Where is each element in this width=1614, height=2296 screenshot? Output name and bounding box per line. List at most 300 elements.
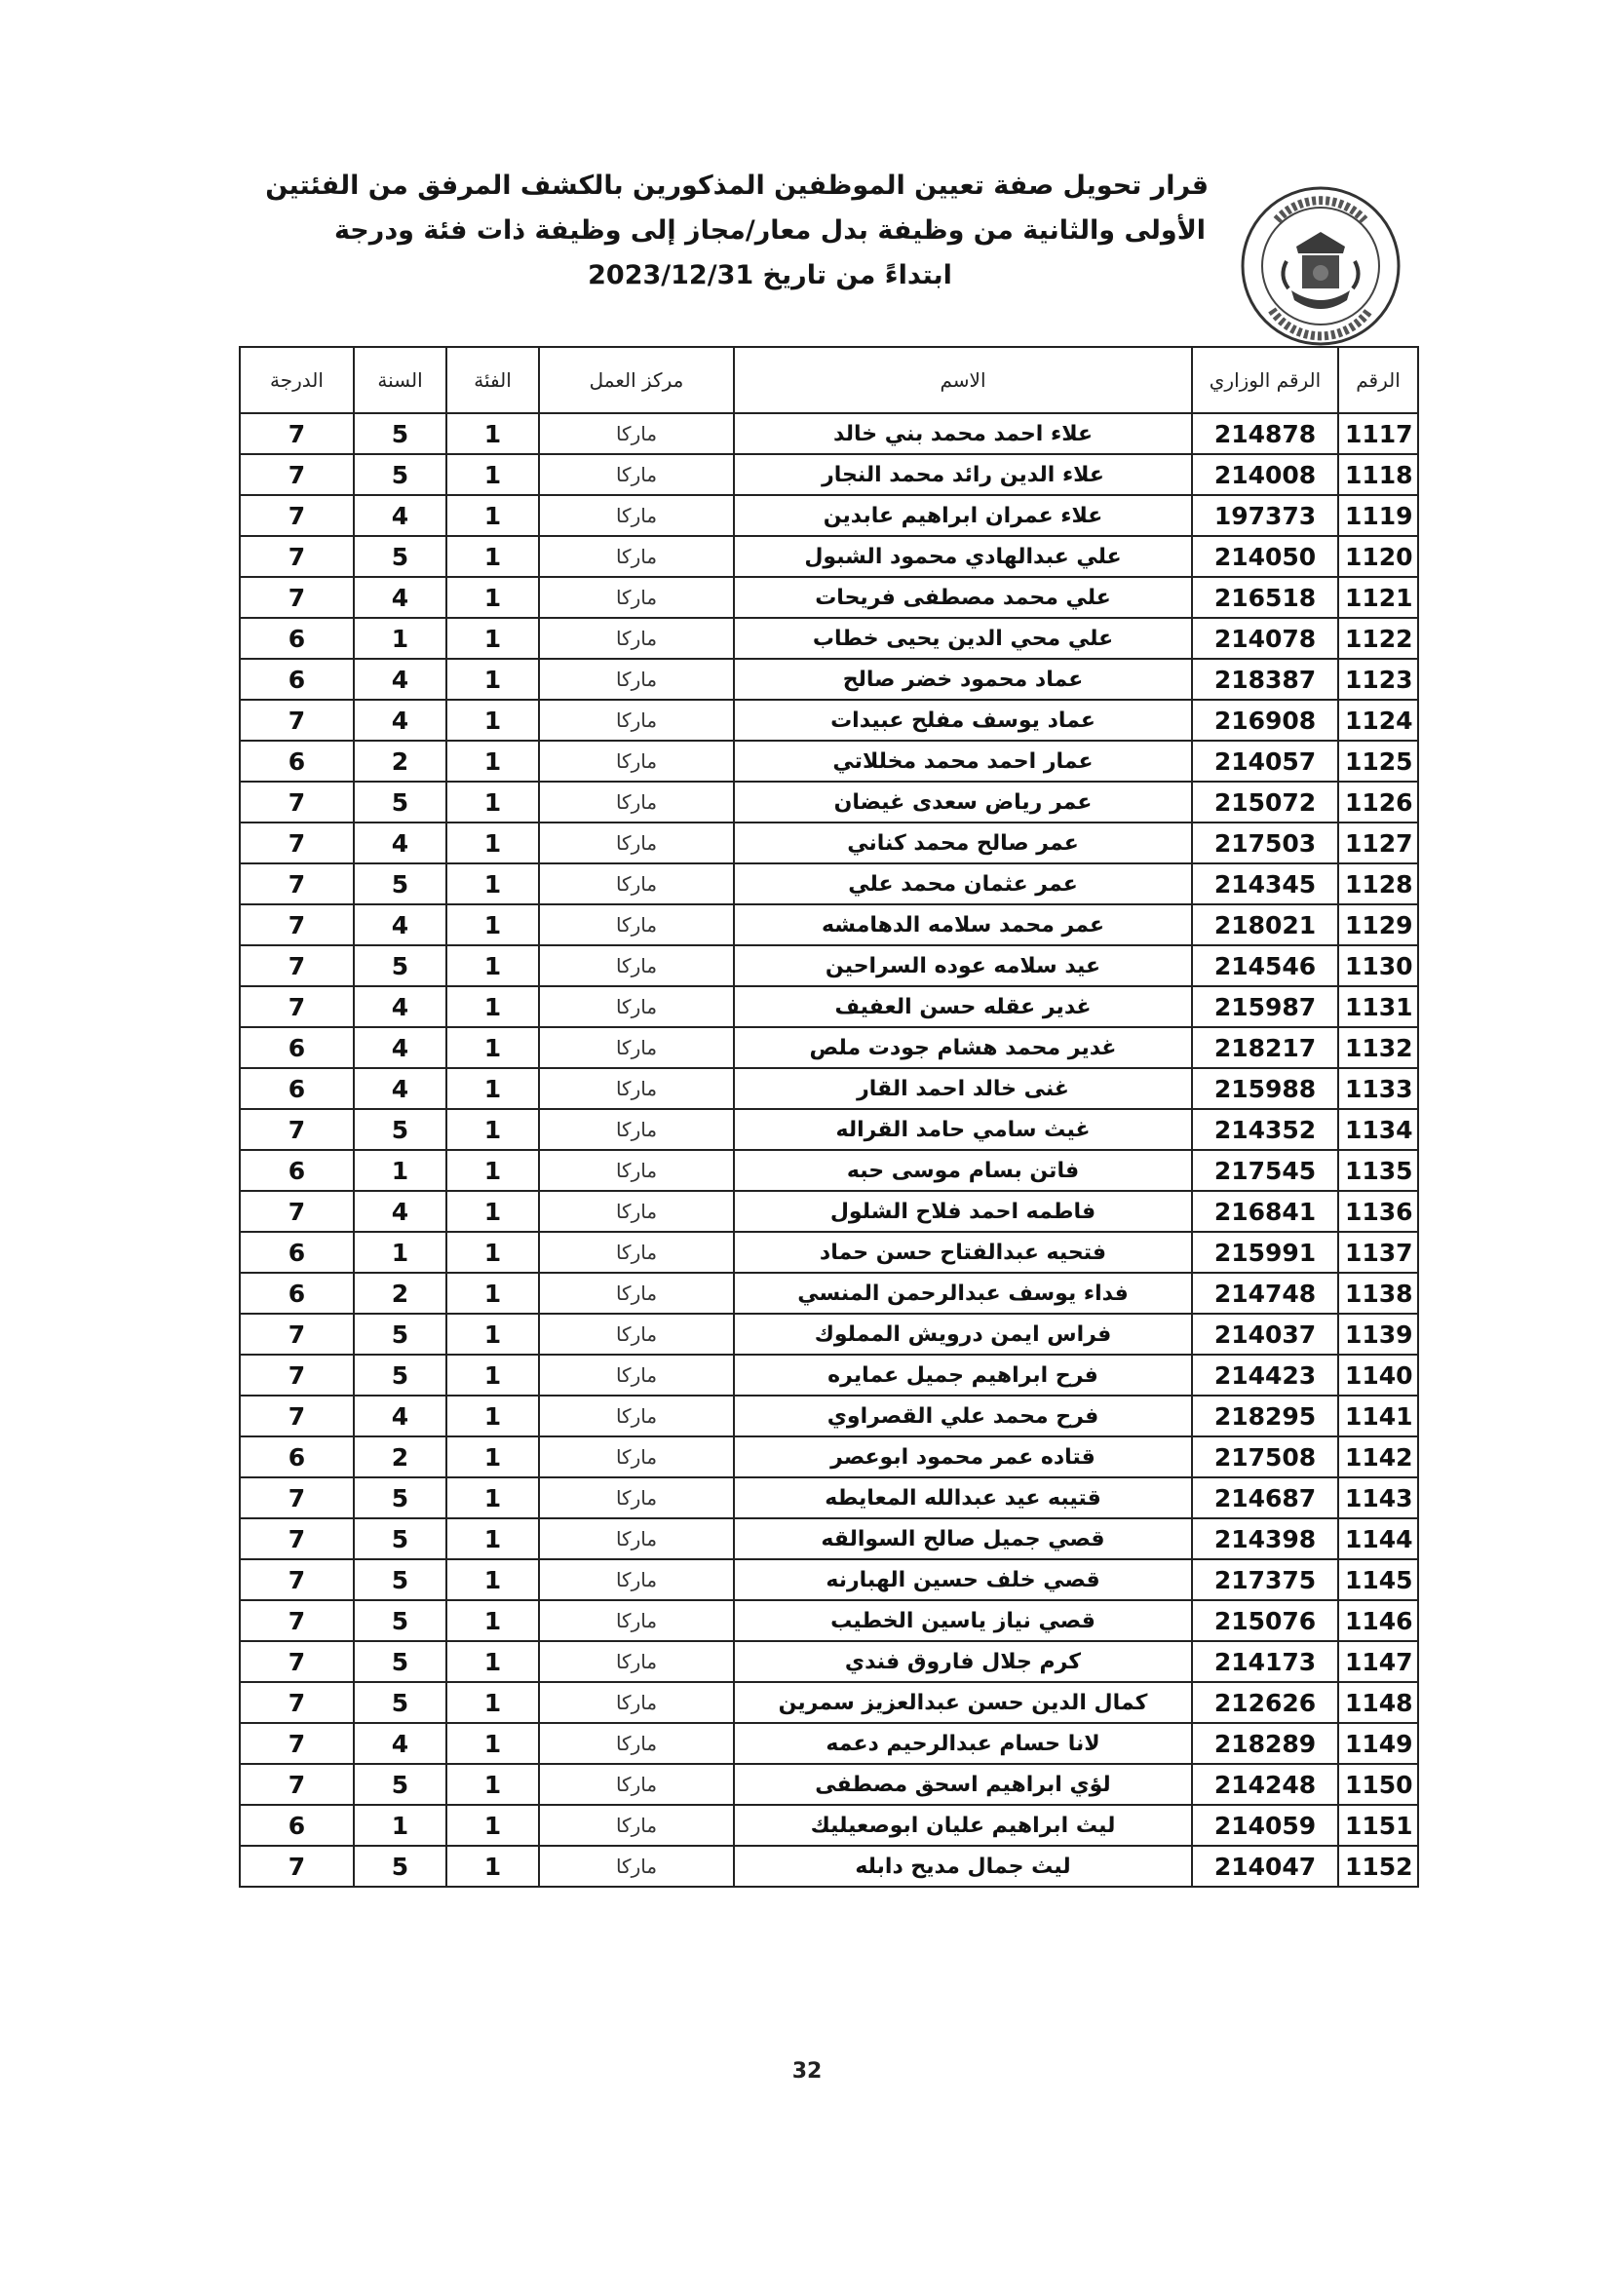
cell-ministry-id: 217375 <box>1192 1559 1338 1600</box>
cell-num: 1151 <box>1338 1805 1418 1846</box>
cell-work-center: ماركا <box>539 1805 734 1846</box>
cell-category: 1 <box>446 904 539 945</box>
cell-ministry-id: 214037 <box>1192 1314 1338 1355</box>
cell-num: 1145 <box>1338 1559 1418 1600</box>
cell-name: لانا حسام عبدالرحيم دعمه <box>734 1723 1192 1764</box>
cell-grade: 7 <box>240 1764 354 1805</box>
table-body <box>240 413 1418 1887</box>
cell-ministry-id: 214008 <box>1192 454 1338 495</box>
table-row <box>240 945 1418 986</box>
cell-grade: 7 <box>240 1641 354 1682</box>
cell-year: 5 <box>354 536 446 577</box>
table-row <box>240 577 1418 618</box>
table-row <box>240 1846 1418 1887</box>
cell-ministry-id: 216908 <box>1192 700 1338 741</box>
table-row <box>240 1559 1418 1600</box>
cell-name: علي عبدالهادي محمود الشبول <box>734 536 1192 577</box>
cell-category: 1 <box>446 454 539 495</box>
cell-grade: 7 <box>240 782 354 823</box>
table-row <box>240 1436 1418 1477</box>
cell-work-center: ماركا <box>539 1027 734 1068</box>
document-title <box>265 164 1209 298</box>
cell-num: 1122 <box>1338 618 1418 659</box>
cell-num: 1130 <box>1338 945 1418 986</box>
table-row <box>240 1641 1418 1682</box>
cell-ministry-id: 218021 <box>1192 904 1338 945</box>
cell-name: لؤي ابراهيم اسحق مصطفى <box>734 1764 1192 1805</box>
cell-name: عمر عثمان محمد علي <box>734 863 1192 904</box>
cell-grade: 7 <box>240 1600 354 1641</box>
cell-year: 4 <box>354 1027 446 1068</box>
cell-grade: 7 <box>240 1559 354 1600</box>
cell-year: 2 <box>354 1273 446 1314</box>
cell-grade: 6 <box>240 1273 354 1314</box>
cell-category: 1 <box>446 1846 539 1887</box>
cell-year: 4 <box>354 1068 446 1109</box>
table-row <box>240 495 1418 536</box>
cell-category: 1 <box>446 1805 539 1846</box>
cell-work-center: ماركا <box>539 1641 734 1682</box>
table-row <box>240 1191 1418 1232</box>
cell-ministry-id: 214878 <box>1192 413 1338 454</box>
cell-grade: 7 <box>240 1518 354 1559</box>
table-row <box>240 1273 1418 1314</box>
column-header-grade: الدرجة <box>240 347 354 413</box>
cell-work-center: ماركا <box>539 577 734 618</box>
cell-ministry-id: 214423 <box>1192 1355 1338 1396</box>
cell-num: 1141 <box>1338 1396 1418 1436</box>
cell-category: 1 <box>446 618 539 659</box>
cell-grade: 7 <box>240 1682 354 1723</box>
cell-category: 1 <box>446 1150 539 1191</box>
cell-year: 5 <box>354 1682 446 1723</box>
cell-category: 1 <box>446 1396 539 1436</box>
cell-category: 1 <box>446 1764 539 1805</box>
cell-work-center: ماركا <box>539 1436 734 1477</box>
cell-grade: 7 <box>240 904 354 945</box>
cell-year: 5 <box>354 1314 446 1355</box>
cell-work-center: ماركا <box>539 1191 734 1232</box>
cell-name: قصي نياز ياسين الخطيب <box>734 1600 1192 1641</box>
cell-num: 1147 <box>1338 1641 1418 1682</box>
cell-grade: 6 <box>240 1027 354 1068</box>
cell-year: 5 <box>354 1641 446 1682</box>
cell-category: 1 <box>446 1109 539 1150</box>
table-row <box>240 1027 1418 1068</box>
cell-year: 5 <box>354 863 446 904</box>
cell-ministry-id: 214345 <box>1192 863 1338 904</box>
cell-year: 5 <box>354 945 446 986</box>
cell-grade: 6 <box>240 1805 354 1846</box>
cell-name: غنى خالد احمد القار <box>734 1068 1192 1109</box>
title-line-3: ابتداءً من تاريخ 2023/12/31 <box>588 260 952 290</box>
cell-category: 1 <box>446 1191 539 1232</box>
cell-num: 1142 <box>1338 1436 1418 1477</box>
cell-work-center: ماركا <box>539 1355 734 1396</box>
cell-category: 1 <box>446 782 539 823</box>
cell-category: 1 <box>446 1027 539 1068</box>
cell-work-center: ماركا <box>539 495 734 536</box>
cell-name: فاطمه احمد فلاح الشلول <box>734 1191 1192 1232</box>
cell-work-center: ماركا <box>539 1559 734 1600</box>
table-row <box>240 1682 1418 1723</box>
cell-ministry-id: 215072 <box>1192 782 1338 823</box>
cell-grade: 7 <box>240 1396 354 1436</box>
cell-year: 5 <box>354 1559 446 1600</box>
table-row <box>240 659 1418 700</box>
cell-year: 4 <box>354 1191 446 1232</box>
cell-grade: 7 <box>240 1477 354 1518</box>
cell-ministry-id: 214687 <box>1192 1477 1338 1518</box>
cell-year: 1 <box>354 1805 446 1846</box>
cell-work-center: ماركا <box>539 1314 734 1355</box>
title-line-1: قرار تحويل صفة تعيين الموظفين المذكورين بالكشف المرفق من الفئتين <box>265 171 1209 201</box>
cell-grade: 7 <box>240 1846 354 1887</box>
cell-ministry-id: 215987 <box>1192 986 1338 1027</box>
cell-year: 4 <box>354 659 446 700</box>
page-number: 32 <box>791 2059 823 2084</box>
cell-work-center: ماركا <box>539 1068 734 1109</box>
cell-work-center: ماركا <box>539 1764 734 1805</box>
cell-category: 1 <box>446 413 539 454</box>
ministry-seal-icon <box>1238 183 1403 349</box>
cell-name: عمار احمد محمد مخللاتي <box>734 741 1192 782</box>
cell-name: غيث سامي حامد القراله <box>734 1109 1192 1150</box>
cell-work-center: ماركا <box>539 1477 734 1518</box>
cell-work-center: ماركا <box>539 700 734 741</box>
cell-work-center: ماركا <box>539 1150 734 1191</box>
cell-year: 2 <box>354 741 446 782</box>
cell-ministry-id: 214059 <box>1192 1805 1338 1846</box>
cell-work-center: ماركا <box>539 945 734 986</box>
cell-ministry-id: 216841 <box>1192 1191 1338 1232</box>
cell-ministry-id: 215076 <box>1192 1600 1338 1641</box>
table-row <box>240 1518 1418 1559</box>
cell-num: 1131 <box>1338 986 1418 1027</box>
cell-num: 1128 <box>1338 863 1418 904</box>
cell-grade: 7 <box>240 700 354 741</box>
employees-table <box>239 346 1419 1888</box>
cell-name: علي محمد مصطفى فريحات <box>734 577 1192 618</box>
table-row <box>240 1355 1418 1396</box>
cell-name: عمر محمد سلامه الدهامشه <box>734 904 1192 945</box>
cell-ministry-id: 212626 <box>1192 1682 1338 1723</box>
cell-ministry-id: 214047 <box>1192 1846 1338 1887</box>
cell-grade: 6 <box>240 618 354 659</box>
cell-grade: 7 <box>240 1191 354 1232</box>
cell-num: 1135 <box>1338 1150 1418 1191</box>
cell-name: علاء احمد محمد بني خالد <box>734 413 1192 454</box>
cell-ministry-id: 197373 <box>1192 495 1338 536</box>
cell-name: علاء عمران ابراهيم عابدين <box>734 495 1192 536</box>
cell-year: 5 <box>354 1477 446 1518</box>
cell-num: 1146 <box>1338 1600 1418 1641</box>
cell-num: 1149 <box>1338 1723 1418 1764</box>
cell-ministry-id: 214057 <box>1192 741 1338 782</box>
cell-category: 1 <box>446 1232 539 1273</box>
cell-name: عيد سلامه عوده السراحين <box>734 945 1192 986</box>
cell-grade: 7 <box>240 1355 354 1396</box>
cell-num: 1136 <box>1338 1191 1418 1232</box>
cell-name: عماد يوسف مفلح عبيدات <box>734 700 1192 741</box>
cell-category: 1 <box>446 1273 539 1314</box>
table-row <box>240 1068 1418 1109</box>
cell-work-center: ماركا <box>539 1518 734 1559</box>
cell-ministry-id: 218387 <box>1192 659 1338 700</box>
cell-num: 1119 <box>1338 495 1418 536</box>
table-row <box>240 741 1418 782</box>
cell-num: 1143 <box>1338 1477 1418 1518</box>
cell-grade: 7 <box>240 577 354 618</box>
cell-name: ليث جمال مديح دابله <box>734 1846 1192 1887</box>
table-header-row <box>240 347 1418 413</box>
cell-year: 1 <box>354 618 446 659</box>
cell-name: كرم جلال فاروق فندي <box>734 1641 1192 1682</box>
cell-name: فتحيه عبدالفتاح حسن حماد <box>734 1232 1192 1273</box>
cell-year: 4 <box>354 577 446 618</box>
cell-ministry-id: 217503 <box>1192 823 1338 863</box>
cell-ministry-id: 216518 <box>1192 577 1338 618</box>
cell-name: عمر رياض سعدى غيضان <box>734 782 1192 823</box>
cell-work-center: ماركا <box>539 1682 734 1723</box>
cell-category: 1 <box>446 863 539 904</box>
cell-ministry-id: 218217 <box>1192 1027 1338 1068</box>
table-row <box>240 454 1418 495</box>
cell-category: 1 <box>446 700 539 741</box>
cell-ministry-id: 214546 <box>1192 945 1338 986</box>
cell-num: 1150 <box>1338 1764 1418 1805</box>
cell-num: 1123 <box>1338 659 1418 700</box>
cell-num: 1124 <box>1338 700 1418 741</box>
cell-grade: 6 <box>240 1150 354 1191</box>
cell-category: 1 <box>446 741 539 782</box>
cell-name: كمال الدين حسن عبدالعزيز سمرين <box>734 1682 1192 1723</box>
cell-work-center: ماركا <box>539 1723 734 1764</box>
cell-ministry-id: 218289 <box>1192 1723 1338 1764</box>
cell-ministry-id: 215991 <box>1192 1232 1338 1273</box>
table-row <box>240 863 1418 904</box>
cell-name: فداء يوسف عبدالرحمن المنسي <box>734 1273 1192 1314</box>
table-row <box>240 986 1418 1027</box>
cell-name: قصي جميل صالح السوالقه <box>734 1518 1192 1559</box>
column-header-name: الاسم <box>734 347 1192 413</box>
cell-work-center: ماركا <box>539 618 734 659</box>
cell-work-center: ماركا <box>539 1109 734 1150</box>
cell-category: 1 <box>446 659 539 700</box>
table-row <box>240 413 1418 454</box>
cell-category: 1 <box>446 1682 539 1723</box>
cell-grade: 6 <box>240 1068 354 1109</box>
table-row <box>240 1232 1418 1273</box>
cell-grade: 7 <box>240 454 354 495</box>
cell-work-center: ماركا <box>539 863 734 904</box>
cell-grade: 7 <box>240 1723 354 1764</box>
cell-year: 4 <box>354 904 446 945</box>
table-row <box>240 823 1418 863</box>
table-row <box>240 1477 1418 1518</box>
title-line-2: الأولى والثانية من وظيفة بدل معار/مجاز إلى وظيفة ذات فئة ودرجة <box>333 215 1207 246</box>
cell-grade: 6 <box>240 659 354 700</box>
cell-year: 1 <box>354 1150 446 1191</box>
cell-work-center: ماركا <box>539 1396 734 1436</box>
cell-num: 1148 <box>1338 1682 1418 1723</box>
cell-category: 1 <box>446 1641 539 1682</box>
table-row <box>240 618 1418 659</box>
cell-category: 1 <box>446 1723 539 1764</box>
cell-num: 1133 <box>1338 1068 1418 1109</box>
cell-work-center: ماركا <box>539 986 734 1027</box>
cell-grade: 7 <box>240 536 354 577</box>
document-header <box>265 164 1403 349</box>
cell-year: 5 <box>354 1600 446 1641</box>
cell-ministry-id: 215988 <box>1192 1068 1338 1109</box>
cell-num: 1134 <box>1338 1109 1418 1150</box>
cell-grade: 6 <box>240 741 354 782</box>
cell-num: 1132 <box>1338 1027 1418 1068</box>
table-row <box>240 700 1418 741</box>
table-row <box>240 1723 1418 1764</box>
cell-name: عمر صالح محمد كناني <box>734 823 1192 863</box>
cell-ministry-id: 214173 <box>1192 1641 1338 1682</box>
cell-work-center: ماركا <box>539 454 734 495</box>
cell-year: 5 <box>354 1355 446 1396</box>
cell-num: 1139 <box>1338 1314 1418 1355</box>
cell-ministry-id: 214748 <box>1192 1273 1338 1314</box>
cell-grade: 7 <box>240 986 354 1027</box>
table-row <box>240 1109 1418 1150</box>
cell-category: 1 <box>446 823 539 863</box>
cell-work-center: ماركا <box>539 741 734 782</box>
cell-work-center: ماركا <box>539 823 734 863</box>
cell-grade: 6 <box>240 1232 354 1273</box>
table-row <box>240 782 1418 823</box>
cell-ministry-id: 214352 <box>1192 1109 1338 1150</box>
cell-name: فرح محمد علي القصراوي <box>734 1396 1192 1436</box>
table-row <box>240 1150 1418 1191</box>
cell-grade: 7 <box>240 863 354 904</box>
table-row <box>240 1396 1418 1436</box>
cell-num: 1117 <box>1338 413 1418 454</box>
cell-num: 1125 <box>1338 741 1418 782</box>
cell-category: 1 <box>446 1355 539 1396</box>
table-row <box>240 1764 1418 1805</box>
cell-name: علاء الدين رائد محمد النجار <box>734 454 1192 495</box>
cell-category: 1 <box>446 1600 539 1641</box>
cell-ministry-id: 214050 <box>1192 536 1338 577</box>
cell-grade: 6 <box>240 1436 354 1477</box>
cell-name: غدير عقله حسن العفيف <box>734 986 1192 1027</box>
cell-grade: 7 <box>240 945 354 986</box>
cell-category: 1 <box>446 986 539 1027</box>
cell-name: قتاده عمر محمود ابوعصر <box>734 1436 1192 1477</box>
cell-year: 5 <box>354 1109 446 1150</box>
cell-category: 1 <box>446 1477 539 1518</box>
cell-year: 4 <box>354 700 446 741</box>
cell-num: 1129 <box>1338 904 1418 945</box>
cell-year: 5 <box>354 413 446 454</box>
cell-num: 1138 <box>1338 1273 1418 1314</box>
cell-name: قصي خلف حسين الهبارنه <box>734 1559 1192 1600</box>
column-header-category: الفئة <box>446 347 539 413</box>
cell-name: فرح ابراهيم جميل عمايره <box>734 1355 1192 1396</box>
table-row <box>240 1314 1418 1355</box>
cell-ministry-id: 214078 <box>1192 618 1338 659</box>
cell-num: 1127 <box>1338 823 1418 863</box>
cell-year: 5 <box>354 1764 446 1805</box>
column-header-num: الرقم <box>1338 347 1418 413</box>
cell-work-center: ماركا <box>539 659 734 700</box>
table-row <box>240 1600 1418 1641</box>
cell-num: 1120 <box>1338 536 1418 577</box>
cell-ministry-id: 214398 <box>1192 1518 1338 1559</box>
cell-ministry-id: 217545 <box>1192 1150 1338 1191</box>
cell-work-center: ماركا <box>539 1600 734 1641</box>
cell-grade: 7 <box>240 413 354 454</box>
cell-year: 4 <box>354 986 446 1027</box>
column-header-ministry-id: الرقم الوزاري <box>1192 347 1338 413</box>
cell-category: 1 <box>446 1314 539 1355</box>
cell-year: 5 <box>354 1846 446 1887</box>
column-header-work-center: مركز العمل <box>539 347 734 413</box>
table-row <box>240 1805 1418 1846</box>
cell-category: 1 <box>446 1068 539 1109</box>
cell-category: 1 <box>446 577 539 618</box>
cell-num: 1118 <box>1338 454 1418 495</box>
cell-work-center: ماركا <box>539 1846 734 1887</box>
cell-num: 1121 <box>1338 577 1418 618</box>
cell-grade: 7 <box>240 1109 354 1150</box>
cell-num: 1140 <box>1338 1355 1418 1396</box>
cell-name: ليث ابراهيم عليان ابوصعيليك <box>734 1805 1192 1846</box>
cell-name: فاتن بسام موسى حبه <box>734 1150 1192 1191</box>
cell-work-center: ماركا <box>539 536 734 577</box>
cell-year: 4 <box>354 495 446 536</box>
cell-grade: 7 <box>240 495 354 536</box>
cell-work-center: ماركا <box>539 904 734 945</box>
cell-category: 1 <box>446 945 539 986</box>
cell-num: 1152 <box>1338 1846 1418 1887</box>
cell-num: 1137 <box>1338 1232 1418 1273</box>
cell-ministry-id: 217508 <box>1192 1436 1338 1477</box>
table-row <box>240 536 1418 577</box>
cell-name: فراس ايمن درويش المملوك <box>734 1314 1192 1355</box>
cell-year: 5 <box>354 454 446 495</box>
column-header-year: السنة <box>354 347 446 413</box>
cell-ministry-id: 218295 <box>1192 1396 1338 1436</box>
cell-name: غدير محمد هشام جودت ملص <box>734 1027 1192 1068</box>
cell-name: قتيبه عيد عبدالله المعايطه <box>734 1477 1192 1518</box>
cell-category: 1 <box>446 1518 539 1559</box>
cell-name: عماد محمود خضر صالح <box>734 659 1192 700</box>
cell-ministry-id: 214248 <box>1192 1764 1338 1805</box>
cell-year: 4 <box>354 823 446 863</box>
cell-year: 5 <box>354 1518 446 1559</box>
cell-year: 5 <box>354 782 446 823</box>
cell-year: 1 <box>354 1232 446 1273</box>
cell-work-center: ماركا <box>539 782 734 823</box>
cell-name: علي محي الدين يحيى خطاب <box>734 618 1192 659</box>
cell-year: 4 <box>354 1723 446 1764</box>
cell-num: 1126 <box>1338 782 1418 823</box>
cell-year: 2 <box>354 1436 446 1477</box>
cell-category: 1 <box>446 536 539 577</box>
cell-grade: 7 <box>240 823 354 863</box>
cell-num: 1144 <box>1338 1518 1418 1559</box>
table-row <box>240 904 1418 945</box>
cell-category: 1 <box>446 1436 539 1477</box>
cell-work-center: ماركا <box>539 413 734 454</box>
cell-work-center: ماركا <box>539 1273 734 1314</box>
